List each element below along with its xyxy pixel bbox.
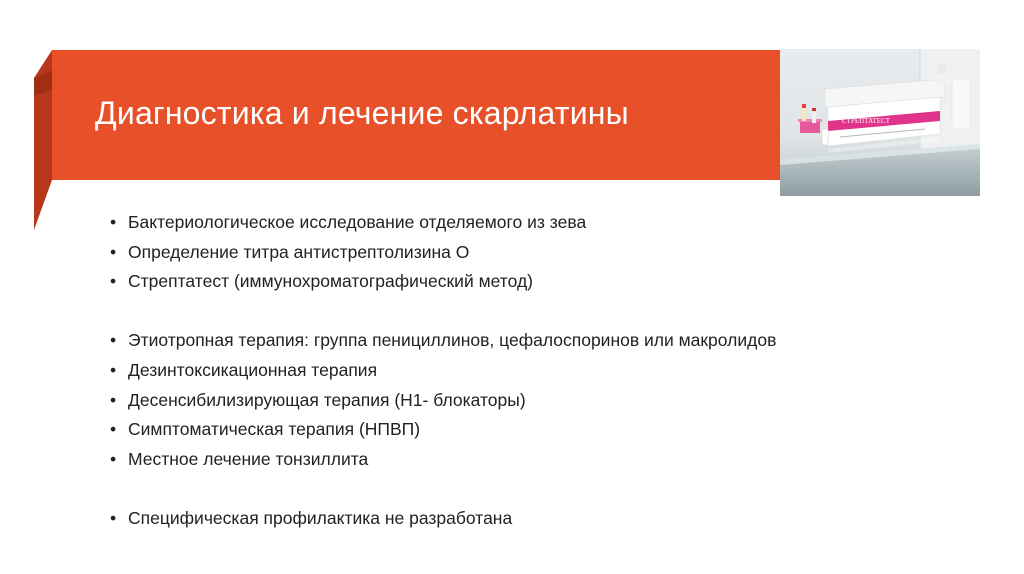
bullet-text: Десенсибилизирующая терапия (Н1- блокаторы) [128,389,526,410]
bullet-text: Определение титра антистрептолизина О [128,241,470,262]
bullet-item [110,267,990,297]
bullet-dot: • [110,507,117,528]
bullet-item [110,386,990,416]
bullet-item [110,326,990,356]
bullet-dot: • [110,359,117,380]
streptatest-photo [780,49,980,196]
bullet-dot: • [110,330,117,351]
bullet-dot: • [110,448,117,469]
bullet-spacer [110,297,990,327]
bullet-item [110,504,990,534]
bullet-text: Местное лечение тонзиллита [128,448,369,469]
photo-streptatest-box [780,49,980,196]
bullet-text: Стрептатест (иммунохроматографический метод) [128,271,533,292]
bullet-dot: • [110,389,117,410]
bullet-text: Симптоматическая терапия (НПВП) [128,419,421,440]
slide-title: Диагностика и лечение скарлатины [95,95,629,131]
bullet-dot: • [110,419,117,440]
bullet-item [110,238,990,268]
bullet-dot: • [110,212,117,232]
bullet-dot: • [110,241,117,262]
bullet-item [110,356,990,386]
bullet-item [110,445,990,475]
bullet-item [110,415,990,445]
bullet-dot: • [110,271,117,292]
bullet-text: Дезинтоксикационная терапия [128,359,378,380]
bullet-text: Бактериологическое исследование отделяемого из зева [128,212,587,232]
bullet-spacer [110,474,990,504]
box-label: СТРЕПТАТЕСТ [842,117,891,125]
bullet-text: Специфическая профилактика не разработана [128,507,513,528]
bullet-item [110,208,990,238]
bullet-text: Этиотропная терапия: группа пенициллинов, цефалоспоринов или макролидов [128,330,777,351]
bullet-list [110,208,990,534]
